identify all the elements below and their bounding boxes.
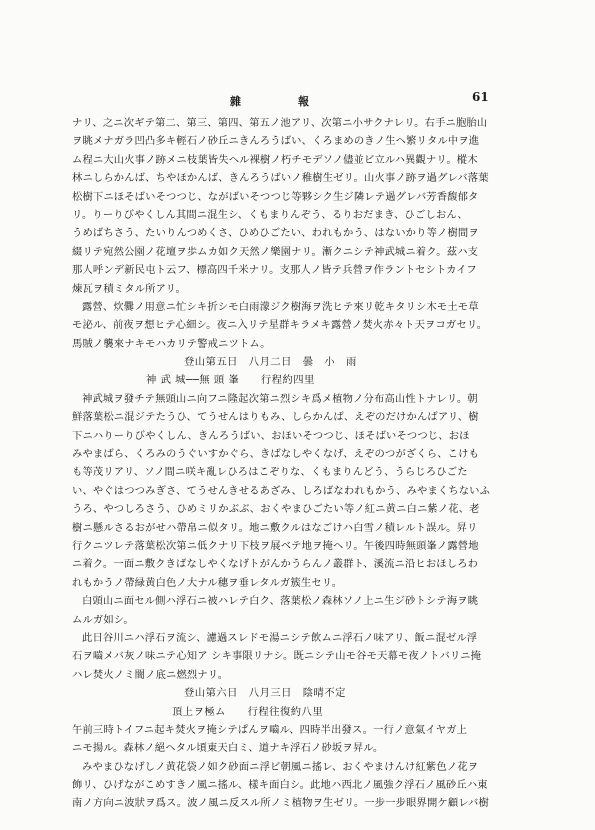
text-line: も等茂リアリ、ソノ間ニ咲キ亂レひろはこぞりな、くもまりんどう、うらじろひごた [72,466,468,479]
text-line: リ。りーりびやくしん其間ニ混生シ、くもまりんぞう、るりおだまき、ひごしおん、 [72,208,468,221]
text-line: 此日谷川ニハ浮石ヲ流シ、濾過スレドモ湯ニシテ飲ムニ浮石ノ味アリ、飯ニ混ゼル浮 [82,631,478,644]
text-line: モ泌ル、前夜ヲ想ヒテ心細シ。夜ニ入リテ星群キラメキ露營ノ焚火赤々ト天ヲコガセリ。 [72,319,488,332]
text-line: 煉瓦ヲ積ミタル所アリ。 [72,282,186,295]
text-line: 樹ニ懸ルさるおがせハ帶帛ニ似タリ。地ニ敷クルはなごけハ白雪ノ積レルト誤ル。昇リ [72,521,478,534]
text-line: みやまひなげしノ黄花袋ノ如ク砂面ニ浮ビ朝風ニ搖レ、おくやまけんけ紅紫色ノ花ヲ [82,760,479,773]
text-line: みやまばら、くろみのうぐいすかぐら、きばなしやくなげ、えぞのつがざくら、こけも [72,448,480,461]
section-heading-day6: 登山第六日 八月三日 陰晴不定 [184,687,346,700]
text-line: い、やぐはつつみぎさ、てうせんきせるあざみ、しろばなわれもかう、みやまくちないふ [72,484,491,497]
page-number: 61 [472,90,489,104]
text-line: 露營、炊爨ノ用意ニ忙シキ折シモ白雨濛ジク樹海ヲ洗ヒテ來リ乾キタリシ木モ土モ草 [82,300,479,313]
text-line: 鮮落葉松ニ混ジテたうひ、てうせんはりもみ、しらかんば、えぞのだけかんばアリ、樹 [72,411,479,424]
text-line: うろ、やつしろさう、ひめミリかぶぶ、おくやまひごたい等ノ紅ニ黄ニ白ニ紫ノ花、老 [72,503,480,516]
text-line: ハレ焚火ノミ闇ノ底ニ燃烈ナリ。 [72,668,229,681]
text-line: ニ着ク。一面ニ敷クきばなしやくなげトがんかうらんノ叢群ト、溪流ニ沿ヒおほしろわ [72,558,479,571]
route-heading-day6: 頂上ヲ極ム 行程往復約八里 [172,705,324,718]
text-line: 下ニハりーりびやくしん、きんろうばい、おほいそつつじ、ほそばいそつつじ、おほ [72,429,470,442]
text-line: 綴リテ宛然公園ノ花壇ヲ歩ムカ如ク天然ノ樂園ナリ。漸クニシテ神武城ニ着ク。茲ハ支 [72,245,479,258]
text-line: 松樹下ニほそばいそつつじ、ながばいそつつじ等夥シク生ジ隣レテ過グレバ芳香馥郁タ [72,190,479,203]
body-text [72,114,524,813]
text-line: 南ノ方向ニ波狀ヲ爲ス。波ノ風ニ反スル所ノミ植物ヲ生ゼリ。一步一步眼界開ケ顧レバ樹 [72,797,489,810]
text-line: ムルガ如シ。 [72,613,134,626]
text-line: 石ヲ嚙メバ灰ノ味ニテ心知ア シキ事限リナシ。既ニシテ山モ谷モ天幕モ夜ノトバリニ掩 [72,650,482,663]
text-line: 行クニツレテ落葉松次第ニ低クナリ下枝ヲ展ベテ地ヲ掩ヘリ。午後四時無頭峯ノ露營地 [72,539,479,552]
text-line: 林ニしらかんば、ちやほかんば、きんろうばいノ稚樹生ゼリ。山火事ノ跡ヲ過グレバ落葉 [72,172,489,185]
text-line: 馬賊ノ襲來ナキモハカリテ警戒ニツトム。 [72,337,271,350]
text-line: れもかうノ帶緑黄白色ノ大ナル穗ヲ垂レタルガ簇生セリ。 [72,576,343,589]
text-line: 白頭山ニ面セル側ハ浮石ニ被ハレテ白ク、落葉松ノ森林ソノ上ニ生ジ砂トシテ海ヲ眺 [82,595,479,608]
text-line: ヲ眺メナガラ凹凸多キ輕石ノ砂丘ニきんろうばい、くろまめのきノ生ヘ繁リタル中ヲ進 [72,135,480,148]
text-line: ナリ、之ニ次ギテ第二、第三、第四、第五ノ池アリ、次第ニ小サクナレリ。右手ニ胞胎山 [72,117,488,129]
text-line: うめばちさう、たいりんつめくさ、ひめひごたい、われもかう、はないかり等ノ樹間ヲ [72,227,479,240]
text-line: 那人呼ンデ新民屯ト云フ、標高四千米ナリ。支那人ノ皆テ兵營ヲ作ラントセシトカイフ [72,264,477,277]
text-line: ニモ揚ル。森林ノ絕ヘタル頃東天白ミ、道ナキ浮石ノ砂坂ヲ昇ル。 [72,742,384,755]
text-line: 神武城ヲ發チテ無頭山ニ向フニ隆起次第ニ烈シキ爲メ植物ノ分布高山性トナレリ。朝 [82,392,478,405]
running-header-right: 報 [298,95,310,108]
text-line: 午前三時トイフニ起キ焚火ヲ掩シテぱんヲ嚙ル、四時半出發ス。一行ノ意氣イヤガ上 [72,723,468,736]
text-line: ム程ニ大山火事ノ跡メニ枝葉皆失ヘル裸樹ノ朽チモデソノ儘並ビ立ルハ異觀ナリ。樅木 [72,153,478,166]
section-heading-day5: 登山第五日 八月二日 曇 小 雨 [184,356,357,369]
running-header-left: 雜 [230,95,242,108]
route-heading-day5: 神 武 城──無 頭 峯 行程約四里 [146,374,315,387]
text-line: 飾リ、ひげながこめすきノ風ニ搖ル、樣キ面白シ。此地ハ西北ノ風強ク浮石ノ風砂丘ハ東 [72,779,488,792]
